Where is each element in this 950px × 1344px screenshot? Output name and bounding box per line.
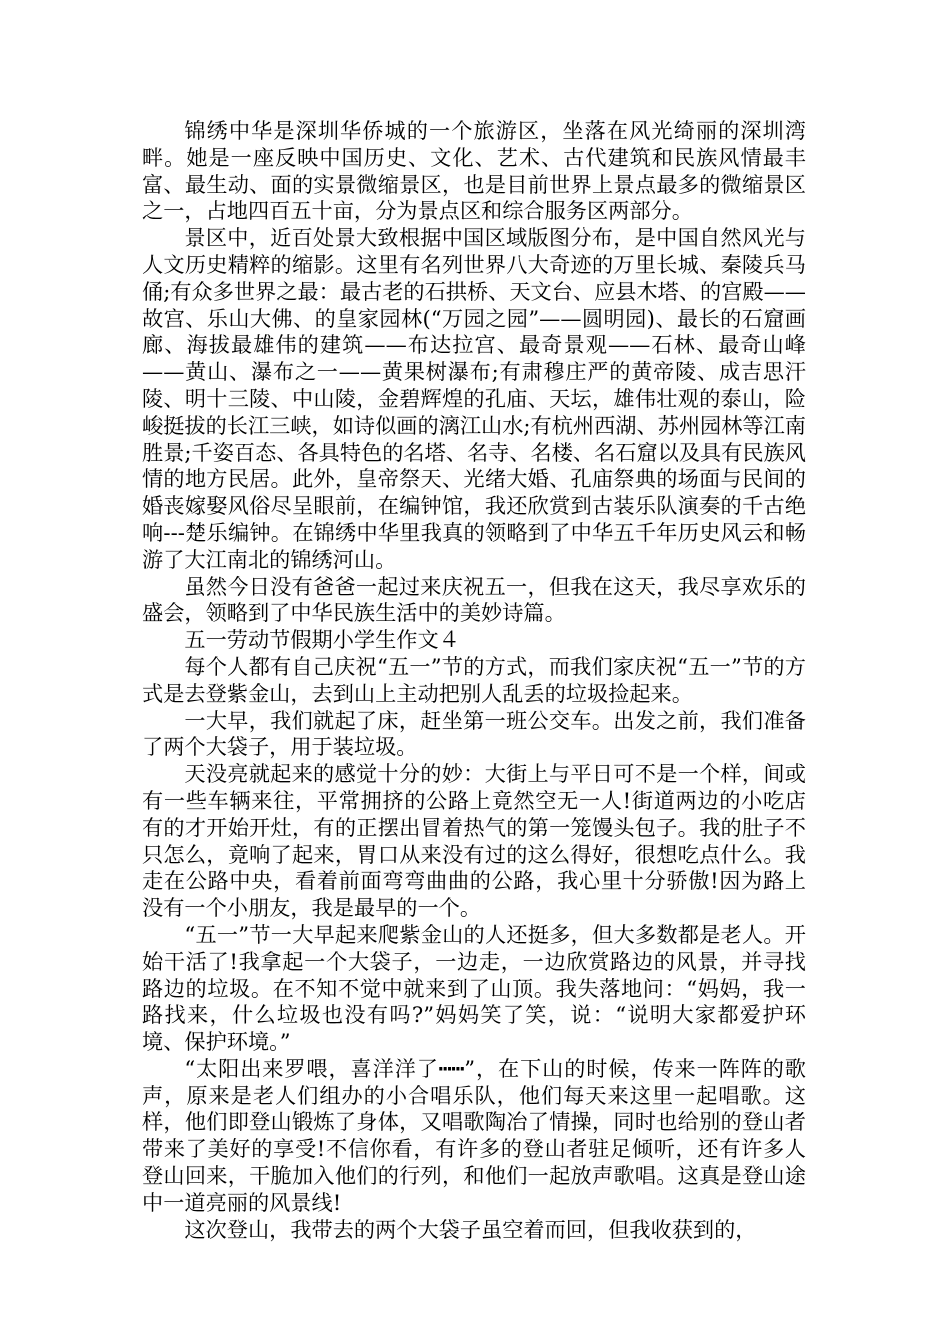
paragraph-scenic-area: 景区中，近百处景大致根据中国区域版图分布，是中国自然风光与人文历史精粹的缩影。这里有名列世界八大奇迹的万里长城、秦陵兵马俑;有众多世界之最：最古老的石拱桥、天文台、应县木塔、的宫殿——故宫、乐山大佛、的皇家园林(“万园之园”——圆明园)、最长的石窟画廊、海拔最雄伟的建筑——布达拉宫、最奇景观——石林、最奇山峰——黄山、瀑布之一——黄果树瀑布;有肃穆庄严的黄帝陵、成吉思汗陵、明十三陵、中山陵，金碧辉煌的孔庙、天坛，雄伟壮观的泰山，险峻挺拔的长江三峡，如诗似画的漓江山水;有杭州西湖、苏州园林等江南胜景;千姿百态、各具特色的名塔、名寺、名楼、名石窟以及具有民族风情的地方民居。此外，皇帝祭天、光绪大婚、孔庙祭典的场面与民间的婚丧嫁娶风俗尽呈眼前，在编钟馆，我还欣赏到古装乐队演奏的千古绝响---楚乐编钟。在锦绣中华里我真的领略到了中华五千年历史风云和畅游了大江南北的锦绣河山。 [142, 225, 806, 572]
paragraph-singing: “太阳出来罗喂，喜洋洋了┅┅”，在下山的时候，传来一阵阵的歌声，原来是老人们组办的小合唱乐队，他们每天来这里一起唱歌。这样，他们即登山锻炼了身体，又唱歌陶冶了情操，同时也给别的登山者带来了美好的享受!不信你看，有许多的登山者驻足倾听，还有许多人登山回来，干脆加入他们的行列，和他们一起放声歌唱。这真是登山途中一道亮丽的风景线! [142, 1055, 806, 1215]
paragraph-street-scene: 天没亮就起来的感觉十分的妙：大街上与平日可不是一个样，间或有一些车辆来往，平常拥挤的公路上竟然空无一人!街道两边的小吃店有的才开始开灶，有的正摆出冒着热气的第一笼馒头包子。我的肚子不只怎么，竟响了起来，胃口从来没有过的这么得好，很想吃点什么。我走在公路中央，看着前面弯弯曲曲的公路，我心里十分骄傲!因为路上没有一个小朋友，我是最早的一个。 [142, 761, 806, 921]
document-page [142, 118, 806, 1243]
essay-title: 五一劳动节假期小学生作文４ [184, 627, 460, 653]
paragraph-conclusion: 这次登山，我带去的两个大袋子虽空着而回，但我收获到的， [184, 1216, 757, 1242]
paragraph-celebration: 每个人都有自己庆祝“五一”节的方式，而我们家庆祝“五一”节的方式是去登紫金山，去到山上主动把别人乱丢的垃圾捡起来。 [142, 653, 806, 706]
paragraph-climbing: “五一”节一大早起来爬紫金山的人还挺多，但大多数都是老人。开始干活了!我拿起一个大袋子，一边走，一边欣赏路边的风景，并寻找路边的垃圾。在不知不觉中就来到了山顶。我失落地问：“妈妈，我一路找来，什么垃圾也没有吗?”妈妈笑了笑，说：“说明大家都爱护环境、保护环境。” [142, 921, 806, 1055]
paragraph-jinxiu-intro: 锦绣中华是深圳华侨城的一个旅游区，坐落在风光绮丽的深圳湾畔。她是一座反映中国历史、文化、艺术、古代建筑和民族风情最丰富、最生动、面的实景微缩景区，也是目前世界上景点最多的微缩景区之一，占地四百五十亩，分为景点区和综合服务区两部分。 [142, 118, 806, 224]
paragraph-may-day-joy: 虽然今日没有爸爸一起过来庆祝五一，但我在这天，我尽享欢乐的盛会，领略到了中华民族生活中的美妙诗篇。 [142, 573, 806, 626]
paragraph-early-morning: 一大早，我们就起了床，赶坐第一班公交车。出发之前，我们准备了两个大袋子，用于装垃圾。 [142, 707, 806, 760]
